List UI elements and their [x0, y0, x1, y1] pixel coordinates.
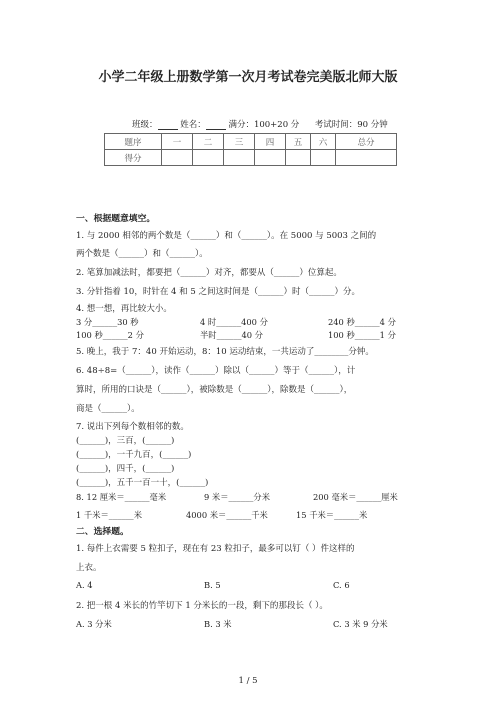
header-cell: 四 — [255, 134, 286, 150]
unit-conversion-item: 1 千米＝______米 — [76, 510, 142, 520]
header-cell: 二 — [193, 134, 224, 150]
choice-option-b[interactable]: B. 3 米 — [204, 619, 232, 629]
compare-item: 100 秒______2 分 — [76, 330, 144, 340]
score-cell[interactable] — [193, 150, 224, 166]
compare-item: 4 时______400 分 — [200, 317, 268, 327]
question-1-line-a: 1. 与 2000 相邻的两个数是（______）和（______）。在 5000 与 5003 之间的 — [76, 231, 377, 241]
compare-item: 240 秒______4 分 — [328, 317, 396, 327]
question-4: 4. 想一想，再比较大小。 — [76, 304, 172, 314]
question-1-line-b: 两个数是（______）和（______）。 — [76, 249, 208, 259]
header-cell: 题序 — [105, 134, 162, 150]
choice-option-c[interactable]: C. 3 米 9 分米 — [333, 619, 388, 629]
choice-question-1-line-b: 上衣。 — [76, 563, 102, 573]
score-table-header-row — [105, 134, 397, 150]
choice-option-c[interactable]: C. 6 — [333, 580, 350, 590]
choice-option-a[interactable]: A. 3 分米 — [76, 619, 112, 629]
question-6-line-b: 算时，所用的口诀是（______），被除数是（______），除数是（______）， — [76, 385, 353, 395]
header-cell: 一 — [162, 134, 193, 150]
question-5: 5. 晚上，我于 7：40 开始运动，8：10 运动结束，一共运动了________分钟。 — [76, 347, 374, 357]
neighbor-line: (______)，四千，(______) — [76, 464, 175, 474]
question-3: 3. 分针指着 10，时针在 4 和 5 之间这时间是（______）时（______）分。 — [76, 287, 360, 297]
score-label: 满分：100+20 分 — [228, 120, 300, 130]
student-info-line — [132, 118, 388, 130]
class-label: 班级： — [132, 120, 158, 130]
neighbor-line: (______)，一千九百，(______) — [76, 450, 192, 460]
score-table-score-row — [105, 150, 397, 166]
choice-question-2: 2. 把一根 4 米长的竹竿切下 1 分米长的一段，剩下的那段长（ ）。 — [76, 601, 328, 611]
name-label: 姓名： — [180, 120, 206, 130]
unit-conversion-item: 4000 米＝______千米 — [186, 510, 268, 520]
compare-item: 100 秒______1 分 — [328, 330, 396, 340]
score-cell[interactable] — [255, 150, 286, 166]
choice-option-b[interactable]: B. 5 — [204, 580, 221, 590]
name-blank — [206, 120, 226, 130]
section1-heading: 一、根据题意填空。 — [76, 214, 156, 224]
compare-item: 半时______40 分 — [200, 330, 263, 340]
section2-heading: 二、选择题。 — [76, 527, 129, 537]
score-table — [104, 133, 397, 166]
score-cell[interactable] — [336, 150, 397, 166]
unit-conversion-item: 8. 12 厘米＝______毫米 — [76, 492, 167, 502]
neighbor-line: (______)，三百，(______) — [76, 436, 175, 446]
time-label: 考试时间：90 分钟 — [314, 120, 388, 130]
unit-conversion-item: 9 米＝______分米 — [204, 492, 270, 502]
score-cell[interactable] — [311, 150, 336, 166]
unit-conversion-item: 15 千米＝______米 — [296, 510, 368, 520]
page-number: 1 / 5 — [238, 676, 258, 686]
question-6-line-c: 商是（______）。 — [76, 404, 140, 414]
score-cell[interactable] — [224, 150, 255, 166]
header-cell: 五 — [286, 134, 311, 150]
compare-item: 3 分______30 秒 — [76, 317, 139, 327]
score-cell[interactable] — [286, 150, 311, 166]
choice-question-1-line-a: 1. 每件上衣需要 5 粒扣子，现在有 23 粒扣子，最多可以钉（ ）件这样的 — [76, 544, 355, 554]
question-2: 2. 笔算加减法时，都要把（______）对齐，都要从（______）位算起。 — [76, 268, 342, 278]
score-cell[interactable] — [162, 150, 193, 166]
header-cell: 六 — [311, 134, 336, 150]
question-6-line-a: 6. 48÷8=（______），读作（______）除以（______）等于（______），计 — [76, 366, 356, 376]
class-blank — [158, 120, 178, 130]
neighbor-line: (______)，五千一百一十，(______) — [76, 478, 209, 488]
row-label-cell: 得分 — [105, 150, 162, 166]
unit-conversion-item: 200 毫米＝______厘米 — [313, 492, 398, 502]
page-title: 小学二年级上册数学第一次月考试卷完美版北师大版 — [98, 70, 398, 85]
question-7: 7. 说出下列每个数相邻的数。 — [76, 422, 189, 432]
choice-option-a[interactable]: A. 4 — [76, 580, 93, 590]
header-cell: 总分 — [336, 134, 397, 150]
header-cell: 三 — [224, 134, 255, 150]
